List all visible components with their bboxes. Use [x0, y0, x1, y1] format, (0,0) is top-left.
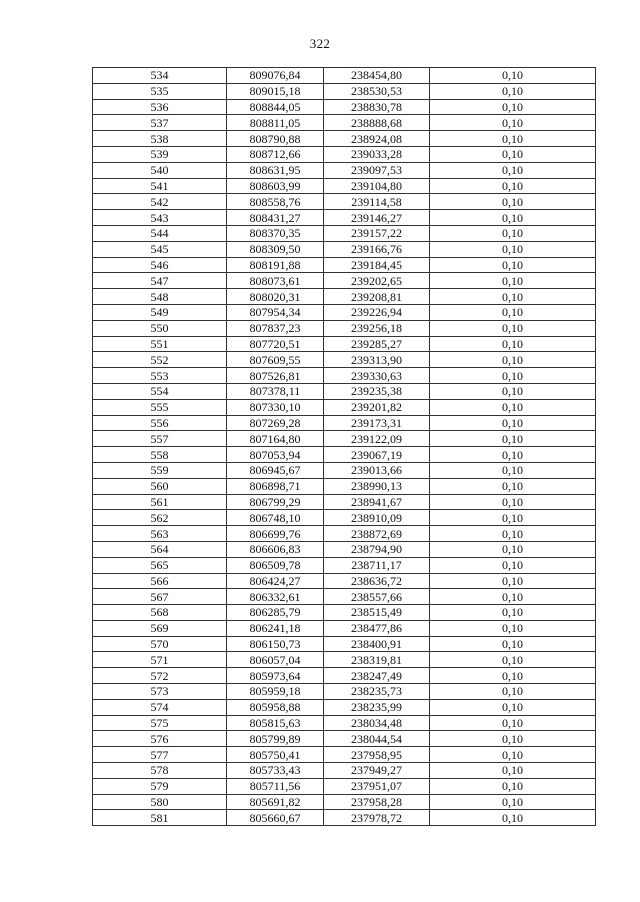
y-coordinate-cell: 238515,49 [324, 605, 430, 621]
table-row [93, 763, 596, 779]
value-cell: 0,10 [430, 320, 596, 336]
y-coordinate-cell: 238990,13 [324, 478, 430, 494]
y-coordinate-cell: 239330,63 [324, 368, 430, 384]
y-coordinate-cell: 239067,19 [324, 447, 430, 463]
x-coordinate-cell: 808712,66 [227, 146, 324, 162]
point-number-cell: 535 [93, 83, 227, 99]
x-coordinate-cell: 806424,27 [227, 573, 324, 589]
y-coordinate-cell: 238924,08 [324, 131, 430, 147]
point-number-cell: 543 [93, 210, 227, 226]
y-coordinate-cell: 238636,72 [324, 573, 430, 589]
point-number-cell: 544 [93, 225, 227, 241]
point-number-cell: 573 [93, 684, 227, 700]
table-row [93, 620, 596, 636]
x-coordinate-cell: 805958,88 [227, 699, 324, 715]
table-row [93, 68, 596, 84]
x-coordinate-cell: 806285,79 [227, 605, 324, 621]
value-cell: 0,10 [430, 383, 596, 399]
point-number-cell: 539 [93, 146, 227, 162]
value-cell: 0,10 [430, 731, 596, 747]
value-cell: 0,10 [430, 194, 596, 210]
point-number-cell: 556 [93, 415, 227, 431]
x-coordinate-cell: 806606,83 [227, 541, 324, 557]
x-coordinate-cell: 806241,18 [227, 620, 324, 636]
value-cell: 0,10 [430, 763, 596, 779]
point-number-cell: 552 [93, 352, 227, 368]
value-cell: 0,10 [430, 478, 596, 494]
value-cell: 0,10 [430, 352, 596, 368]
y-coordinate-cell: 239166,76 [324, 241, 430, 257]
point-number-cell: 546 [93, 257, 227, 273]
point-number-cell: 549 [93, 304, 227, 320]
value-cell: 0,10 [430, 131, 596, 147]
table-row [93, 210, 596, 226]
y-coordinate-cell: 237951,07 [324, 778, 430, 794]
point-number-cell: 566 [93, 573, 227, 589]
table-row [93, 636, 596, 652]
point-number-cell: 553 [93, 368, 227, 384]
y-coordinate-cell: 239013,66 [324, 462, 430, 478]
table-row [93, 541, 596, 557]
x-coordinate-cell: 808603,99 [227, 178, 324, 194]
point-number-cell: 563 [93, 526, 227, 542]
x-coordinate-cell: 805660,67 [227, 810, 324, 826]
x-coordinate-cell: 805711,56 [227, 778, 324, 794]
y-coordinate-cell: 239146,27 [324, 210, 430, 226]
table-row [93, 131, 596, 147]
y-coordinate-cell: 238711,17 [324, 557, 430, 573]
x-coordinate-cell: 805750,41 [227, 747, 324, 763]
table-row [93, 794, 596, 810]
y-coordinate-cell: 239122,09 [324, 431, 430, 447]
x-coordinate-cell: 807837,23 [227, 320, 324, 336]
table-row [93, 573, 596, 589]
table-row [93, 383, 596, 399]
value-cell: 0,10 [430, 620, 596, 636]
value-cell: 0,10 [430, 510, 596, 526]
x-coordinate-cell: 807954,34 [227, 304, 324, 320]
table-row [93, 462, 596, 478]
value-cell: 0,10 [430, 747, 596, 763]
value-cell: 0,10 [430, 778, 596, 794]
x-coordinate-cell: 807330,10 [227, 399, 324, 415]
value-cell: 0,10 [430, 210, 596, 226]
x-coordinate-cell: 807053,94 [227, 447, 324, 463]
table-row [93, 352, 596, 368]
table-row [93, 715, 596, 731]
table-row [93, 510, 596, 526]
table-row [93, 810, 596, 826]
value-cell: 0,10 [430, 526, 596, 542]
x-coordinate-cell: 805973,64 [227, 668, 324, 684]
coordinates-table [92, 67, 596, 826]
value-cell: 0,10 [430, 668, 596, 684]
x-coordinate-cell: 806699,76 [227, 526, 324, 542]
x-coordinate-cell: 806150,73 [227, 636, 324, 652]
y-coordinate-cell: 239201,82 [324, 399, 430, 415]
x-coordinate-cell: 808811,05 [227, 115, 324, 131]
x-coordinate-cell: 806748,10 [227, 510, 324, 526]
x-coordinate-cell: 808370,35 [227, 225, 324, 241]
table-row [93, 273, 596, 289]
y-coordinate-cell: 238247,49 [324, 668, 430, 684]
y-coordinate-cell: 238319,81 [324, 652, 430, 668]
value-cell: 0,10 [430, 415, 596, 431]
value-cell: 0,10 [430, 652, 596, 668]
x-coordinate-cell: 808020,31 [227, 289, 324, 305]
y-coordinate-cell: 238400,91 [324, 636, 430, 652]
point-number-cell: 541 [93, 178, 227, 194]
table-row [93, 731, 596, 747]
point-number-cell: 572 [93, 668, 227, 684]
coordinates-table-body [93, 68, 596, 826]
value-cell: 0,10 [430, 257, 596, 273]
table-row [93, 684, 596, 700]
y-coordinate-cell: 238530,53 [324, 83, 430, 99]
point-number-cell: 579 [93, 778, 227, 794]
y-coordinate-cell: 239097,53 [324, 162, 430, 178]
y-coordinate-cell: 238034,48 [324, 715, 430, 731]
point-number-cell: 577 [93, 747, 227, 763]
point-number-cell: 562 [93, 510, 227, 526]
y-coordinate-cell: 237958,28 [324, 794, 430, 810]
x-coordinate-cell: 806332,61 [227, 589, 324, 605]
x-coordinate-cell: 806898,71 [227, 478, 324, 494]
y-coordinate-cell: 238872,69 [324, 526, 430, 542]
value-cell: 0,10 [430, 605, 596, 621]
point-number-cell: 571 [93, 652, 227, 668]
table-row [93, 478, 596, 494]
y-coordinate-cell: 237978,72 [324, 810, 430, 826]
value-cell: 0,10 [430, 794, 596, 810]
value-cell: 0,10 [430, 573, 596, 589]
y-coordinate-cell: 239184,45 [324, 257, 430, 273]
value-cell: 0,10 [430, 99, 596, 115]
x-coordinate-cell: 808191,88 [227, 257, 324, 273]
value-cell: 0,10 [430, 399, 596, 415]
x-coordinate-cell: 805815,63 [227, 715, 324, 731]
x-coordinate-cell: 807720,51 [227, 336, 324, 352]
value-cell: 0,10 [430, 636, 596, 652]
table-row [93, 304, 596, 320]
value-cell: 0,10 [430, 289, 596, 305]
table-row [93, 747, 596, 763]
value-cell: 0,10 [430, 557, 596, 573]
value-cell: 0,10 [430, 368, 596, 384]
y-coordinate-cell: 237958,95 [324, 747, 430, 763]
x-coordinate-cell: 808309,50 [227, 241, 324, 257]
table-row [93, 399, 596, 415]
value-cell: 0,10 [430, 83, 596, 99]
value-cell: 0,10 [430, 273, 596, 289]
x-coordinate-cell: 807378,11 [227, 383, 324, 399]
table-row [93, 162, 596, 178]
y-coordinate-cell: 238941,67 [324, 494, 430, 510]
x-coordinate-cell: 808073,61 [227, 273, 324, 289]
value-cell: 0,10 [430, 494, 596, 510]
value-cell: 0,10 [430, 162, 596, 178]
y-coordinate-cell: 239114,58 [324, 194, 430, 210]
x-coordinate-cell: 809015,18 [227, 83, 324, 99]
point-number-cell: 565 [93, 557, 227, 573]
point-number-cell: 574 [93, 699, 227, 715]
table-row [93, 557, 596, 573]
table-row [93, 257, 596, 273]
y-coordinate-cell: 238235,73 [324, 684, 430, 700]
value-cell: 0,10 [430, 447, 596, 463]
value-cell: 0,10 [430, 336, 596, 352]
table-row [93, 178, 596, 194]
y-coordinate-cell: 238454,80 [324, 68, 430, 84]
point-number-cell: 581 [93, 810, 227, 826]
table-row [93, 241, 596, 257]
value-cell: 0,10 [430, 241, 596, 257]
y-coordinate-cell: 237949,27 [324, 763, 430, 779]
point-number-cell: 560 [93, 478, 227, 494]
point-number-cell: 568 [93, 605, 227, 621]
x-coordinate-cell: 805959,18 [227, 684, 324, 700]
y-coordinate-cell: 239226,94 [324, 304, 430, 320]
point-number-cell: 564 [93, 541, 227, 557]
value-cell: 0,10 [430, 699, 596, 715]
y-coordinate-cell: 239235,38 [324, 383, 430, 399]
point-number-cell: 540 [93, 162, 227, 178]
y-coordinate-cell: 239208,81 [324, 289, 430, 305]
y-coordinate-cell: 238477,86 [324, 620, 430, 636]
value-cell: 0,10 [430, 115, 596, 131]
y-coordinate-cell: 238794,90 [324, 541, 430, 557]
y-coordinate-cell: 238910,09 [324, 510, 430, 526]
point-number-cell: 545 [93, 241, 227, 257]
point-number-cell: 548 [93, 289, 227, 305]
x-coordinate-cell: 808844,05 [227, 99, 324, 115]
value-cell: 0,10 [430, 431, 596, 447]
point-number-cell: 570 [93, 636, 227, 652]
x-coordinate-cell: 808790,88 [227, 131, 324, 147]
point-number-cell: 559 [93, 462, 227, 478]
table-row [93, 194, 596, 210]
y-coordinate-cell: 238044,54 [324, 731, 430, 747]
x-coordinate-cell: 809076,84 [227, 68, 324, 84]
point-number-cell: 537 [93, 115, 227, 131]
x-coordinate-cell: 806509,78 [227, 557, 324, 573]
point-number-cell: 580 [93, 794, 227, 810]
point-number-cell: 534 [93, 68, 227, 84]
y-coordinate-cell: 239285,27 [324, 336, 430, 352]
table-row [93, 115, 596, 131]
table-row [93, 431, 596, 447]
point-number-cell: 569 [93, 620, 227, 636]
point-number-cell: 555 [93, 399, 227, 415]
value-cell: 0,10 [430, 178, 596, 194]
y-coordinate-cell: 239313,90 [324, 352, 430, 368]
point-number-cell: 567 [93, 589, 227, 605]
x-coordinate-cell: 805733,43 [227, 763, 324, 779]
y-coordinate-cell: 238557,66 [324, 589, 430, 605]
table-row [93, 225, 596, 241]
point-number-cell: 536 [93, 99, 227, 115]
table-row [93, 146, 596, 162]
table-row [93, 83, 596, 99]
value-cell: 0,10 [430, 304, 596, 320]
table-row [93, 99, 596, 115]
y-coordinate-cell: 239202,65 [324, 273, 430, 289]
x-coordinate-cell: 808558,76 [227, 194, 324, 210]
point-number-cell: 557 [93, 431, 227, 447]
table-row [93, 320, 596, 336]
value-cell: 0,10 [430, 146, 596, 162]
point-number-cell: 558 [93, 447, 227, 463]
point-number-cell: 578 [93, 763, 227, 779]
x-coordinate-cell: 808431,27 [227, 210, 324, 226]
table-row [93, 605, 596, 621]
point-number-cell: 561 [93, 494, 227, 510]
point-number-cell: 554 [93, 383, 227, 399]
x-coordinate-cell: 807609,55 [227, 352, 324, 368]
value-cell: 0,10 [430, 715, 596, 731]
value-cell: 0,10 [430, 462, 596, 478]
table-row [93, 494, 596, 510]
point-number-cell: 551 [93, 336, 227, 352]
x-coordinate-cell: 806057,04 [227, 652, 324, 668]
y-coordinate-cell: 238830,78 [324, 99, 430, 115]
value-cell: 0,10 [430, 541, 596, 557]
y-coordinate-cell: 239173,31 [324, 415, 430, 431]
y-coordinate-cell: 238888,68 [324, 115, 430, 131]
y-coordinate-cell: 239033,28 [324, 146, 430, 162]
value-cell: 0,10 [430, 810, 596, 826]
x-coordinate-cell: 807269,28 [227, 415, 324, 431]
value-cell: 0,10 [430, 589, 596, 605]
y-coordinate-cell: 239256,18 [324, 320, 430, 336]
y-coordinate-cell: 238235,99 [324, 699, 430, 715]
point-number-cell: 576 [93, 731, 227, 747]
table-row [93, 447, 596, 463]
table-row [93, 526, 596, 542]
y-coordinate-cell: 239157,22 [324, 225, 430, 241]
point-number-cell: 547 [93, 273, 227, 289]
point-number-cell: 550 [93, 320, 227, 336]
x-coordinate-cell: 807526,81 [227, 368, 324, 384]
value-cell: 0,10 [430, 68, 596, 84]
x-coordinate-cell: 806799,29 [227, 494, 324, 510]
point-number-cell: 542 [93, 194, 227, 210]
table-row [93, 368, 596, 384]
table-row [93, 778, 596, 794]
table-row [93, 699, 596, 715]
x-coordinate-cell: 806945,67 [227, 462, 324, 478]
table-row [93, 415, 596, 431]
x-coordinate-cell: 805799,89 [227, 731, 324, 747]
y-coordinate-cell: 239104,80 [324, 178, 430, 194]
table-row [93, 289, 596, 305]
point-number-cell: 538 [93, 131, 227, 147]
table-row [93, 652, 596, 668]
value-cell: 0,10 [430, 684, 596, 700]
value-cell: 0,10 [430, 225, 596, 241]
page-number: 322 [309, 36, 331, 51]
table-row [93, 668, 596, 684]
table-row [93, 589, 596, 605]
x-coordinate-cell: 807164,80 [227, 431, 324, 447]
x-coordinate-cell: 808631,95 [227, 162, 324, 178]
point-number-cell: 575 [93, 715, 227, 731]
x-coordinate-cell: 805691,82 [227, 794, 324, 810]
table-row [93, 336, 596, 352]
